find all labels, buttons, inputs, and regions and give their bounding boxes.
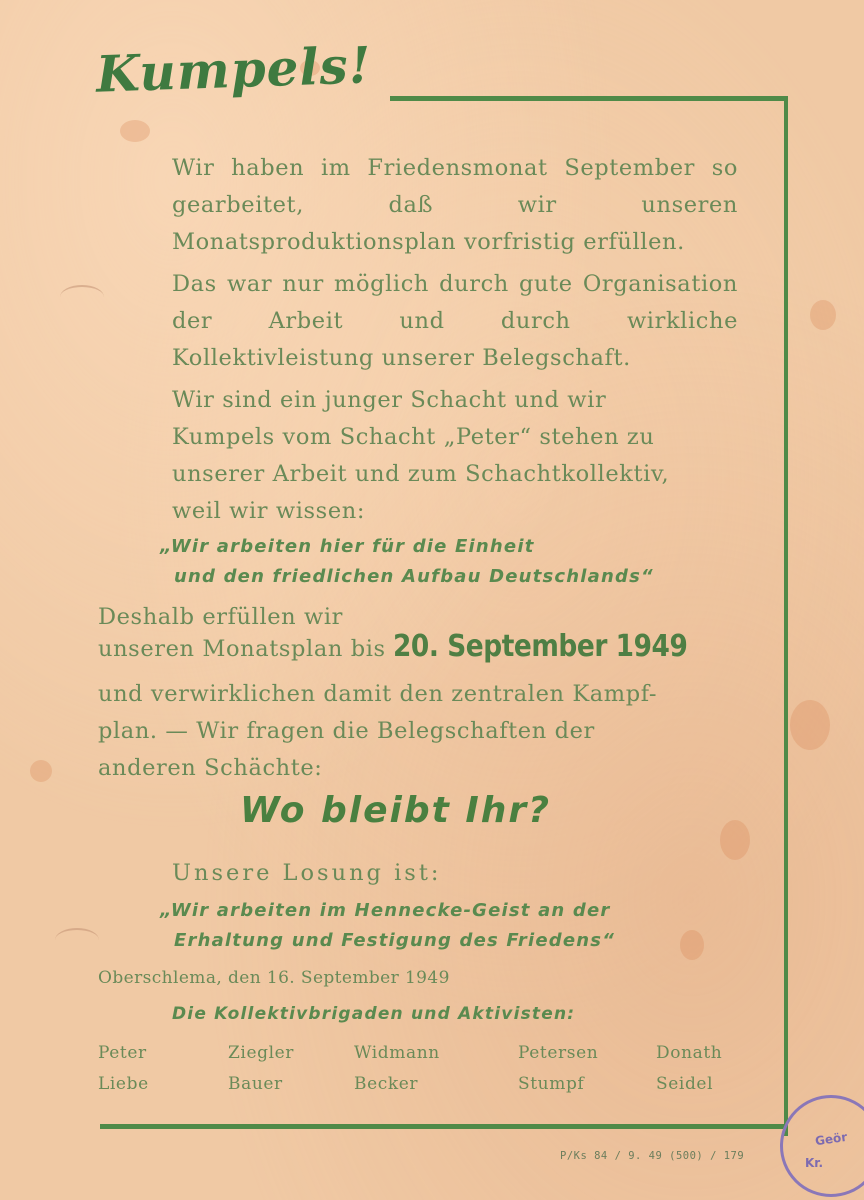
paper-stain — [120, 120, 150, 142]
deshalb-line-2-prefix: unseren Monatsplan bis — [98, 636, 386, 662]
paragraph-5 — [98, 676, 740, 787]
paragraph-5-line: anderen Schächte: — [98, 755, 323, 781]
slogan-label: Unsere Losung ist: — [172, 860, 442, 886]
signatory-name: Seidel — [656, 1074, 714, 1094]
paper-stain — [720, 820, 750, 860]
quote-unity — [160, 532, 760, 592]
paragraph-3-line: Wir sind ein junger Schacht und wir — [172, 387, 607, 413]
stamp-text: Kr. — [805, 1156, 824, 1170]
paper-stain — [810, 300, 836, 330]
quote-line: „Wir arbeiten hier für die Einheit — [160, 536, 535, 557]
deadline-date: 20. September 1949 — [393, 629, 688, 664]
deshalb-line-1: Deshalb erfüllen wir — [98, 604, 344, 630]
archive-stamp — [780, 1095, 864, 1197]
quote-line: Erhaltung und Festigung des Friedens“ — [174, 930, 615, 951]
paragraph-3-line: unserer Arbeit und zum Schachtkollektiv, — [172, 461, 670, 487]
frame-rule-bottom — [100, 1124, 788, 1129]
quote-line: „Wir arbeiten im Hennecke-Geist an der — [160, 900, 611, 921]
signature-heading: Die Kollektivbrigaden und Aktivisten: — [172, 1004, 576, 1024]
punch-hole-mark — [60, 285, 104, 309]
quote-slogan — [160, 896, 760, 956]
paragraph-2: Das war nur möglich durch gute Organisation der Arbeit und durch wirkliche Kollektivleistung unserer Belegschaft. — [172, 271, 738, 371]
signatory-name: Ziegler — [228, 1043, 295, 1063]
punch-hole-mark — [55, 928, 99, 952]
signatory-name: Becker — [354, 1074, 419, 1094]
print-code: P/Ks 84 / 9. 49 (500) / 179 — [560, 1150, 745, 1162]
deshalb-line-2 — [98, 630, 728, 666]
paragraph-3 — [172, 382, 738, 530]
frame-rule-top — [390, 96, 788, 101]
paragraph-5-line: plan. — Wir fragen die Belegschaften der — [98, 718, 595, 744]
paragraph-1: Wir haben im Friedensmonat September so gearbeitet, daß wir unseren Monatsproduktionsplan vorfristig erfüllen. — [172, 155, 738, 255]
signatory-name: Widmann — [354, 1043, 440, 1063]
paper-stain — [790, 700, 830, 750]
signatory-name: Stumpf — [518, 1074, 585, 1094]
headline-question: Wo bleibt Ihr? — [240, 790, 552, 831]
document-title: Kumpels! — [95, 35, 373, 104]
paragraph-5-line: und verwirklichen damit den zentralen Kampf- — [98, 681, 658, 707]
paragraph-3-line: weil wir wissen: — [172, 498, 366, 524]
place-and-date: Oberschlema, den 16. September 1949 — [98, 968, 450, 988]
signatory-name: Liebe — [98, 1074, 149, 1094]
paragraph-3-line: Kumpels vom Schacht „Peter“ stehen zu — [172, 424, 655, 450]
signatory-name: Bauer — [228, 1074, 283, 1094]
signatory-name: Donath — [656, 1043, 723, 1063]
quote-line: und den friedlichen Aufbau Deutschlands“ — [174, 566, 654, 587]
signatory-name: Peter — [98, 1043, 147, 1063]
signatory-name: Petersen — [518, 1043, 599, 1063]
stamp-text: Geör — [814, 1129, 848, 1149]
frame-rule-right — [784, 96, 788, 1136]
paper-stain — [30, 760, 52, 782]
